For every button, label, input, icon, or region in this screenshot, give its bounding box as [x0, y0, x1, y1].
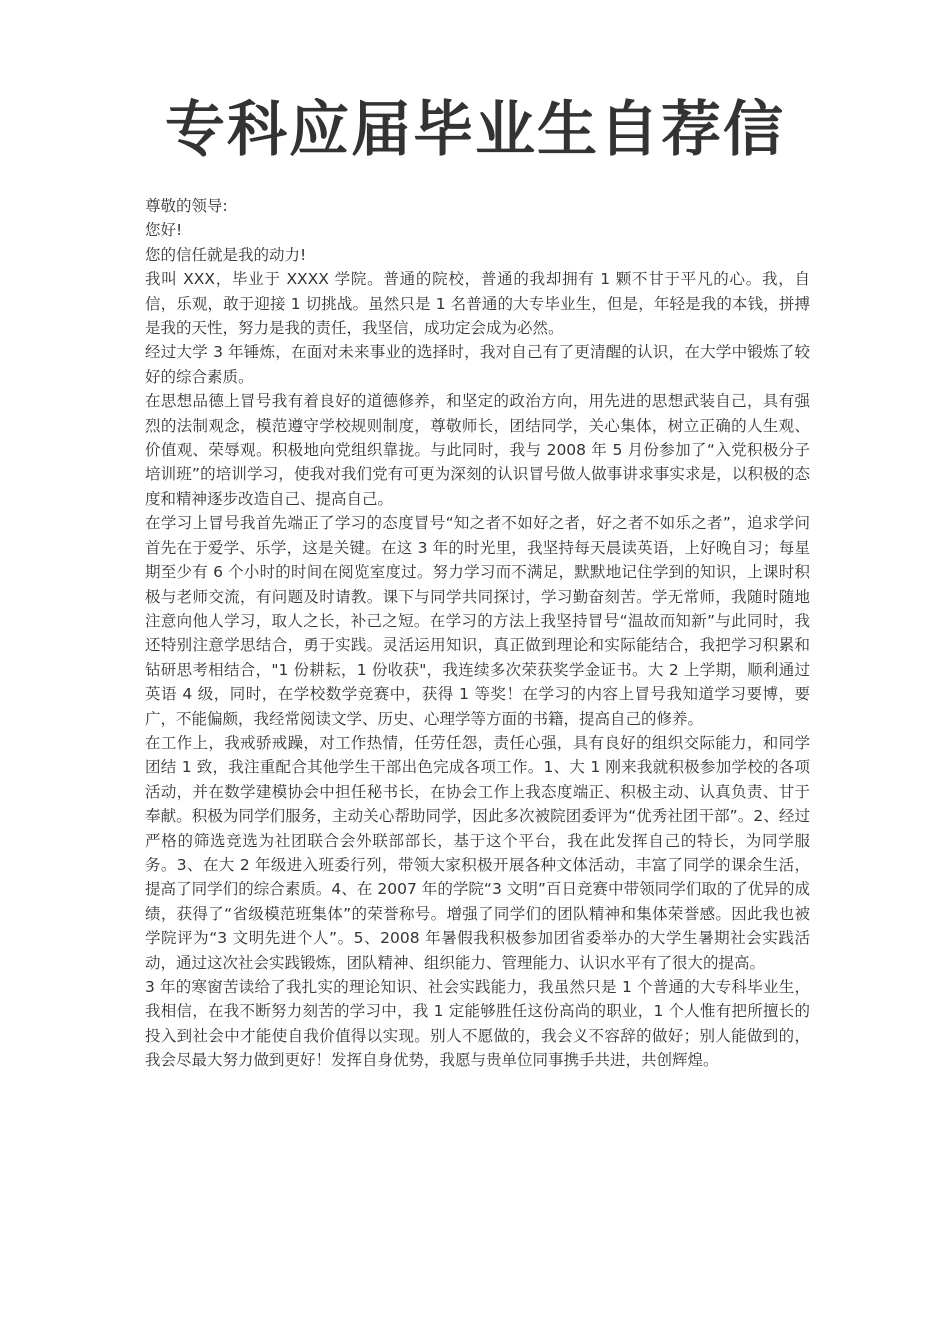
paragraph-introduction: 我叫 XXX，毕业于 XXXX 学院。普通的院校，普通的我却拥有 1 颗不甘于平凡的心。我，自信，乐观，敢于迎接 1 切挑战。虽然只是 1 名普通的大专毕业生，但是，年轻是我的本钱，拼搏是我的天性，努力是我的责任，我坚信，成功定会成为必然。	[145, 270, 810, 338]
paragraph-study: 在学习上冒号我首先端正了学习的态度冒号“知之者不如好之者，好之者不如乐之者”，追求学问首先在于爱学、乐学，这是关键。在这 3 年的时光里，我坚持每天晨读英语，上好晚自习；每星期至少有 6 个小时的时间在阅览室度过。努力学习而不满足，默默地记住学到的知识，上课时积极与老师交流，有问题及时请教。课下与同学共同探讨，学习勤奋刻苦。学无常师，我随时随地注意向他人学习，取人之长，补己之短。在学习的方法上我坚持冒号“温故而知新”与此同时，我还特别注意学思结合，勇于实践。灵活运用知识，真正做到理论和实际能结合，我把学习积累和钻研思考相结合，"1 份耕耘，1 份收获"，我连续多次荣获奖学金证书。大 2 上学期，顺利通过英语 4 级，同时，在学校数学竞赛中，获得 1 等奖！在学习的内容上冒号我知道学习要博，要广，不能偏颇，我经常阅读文学、历史、心理学等方面的书籍，提高自己的修养。	[145, 514, 810, 728]
salutation: 尊敬的领导:	[145, 197, 228, 215]
paragraph-work: 在工作上，我戒骄戒躁，对工作热情，任劳任怨，责任心强，具有良好的组织交际能力，和同学团结 1 致，我注重配合其他学生干部出色完成各项工作。1、大 1 刚来我就积极参加学校的各项活动，并在数学建模协会中担任秘书长，在协会工作上我态度端正、积极主动、认真负责、甘于奉献。积极为同学们服务，主动关心帮助同学，因此多次被院团委评为“优秀社团干部”。2、经过严格的筛选竞选为社团联合会外联部部长，基于这个平台，我在此发挥自己的特长，为同学服务。3、在大 2 年级进入班委行列，带领大家积极开展各种文体活动，丰富了同学的课余生活，提高了同学们的综合素质。4、在 2007 年的学院“3 文明”百日竞赛中带领同学们取的了优异的成绩，获得了“省级模范班集体”的荣誉称号。增强了同学们的团队精神和集体荣誉感。因此我也被学院评为“3 文明先进个人”。5、2008 年暑假我积极参加团省委举办的大学生暑期社会实践活动，通过这次社会实践锻炼，团队精神、组织能力、管理能力、认识水平有了很大的提高。	[145, 733, 810, 972]
document-title: 专科应届毕业生自荐信	[165, 95, 785, 165]
paragraph-conclusion: 3 年的寒窗苦读给了我扎实的理论知识、社会实践能力，我虽然只是 1 个普通的大专科毕业生，我相信，在我不断努力刻苦的学习中，我 1 定能够胜任这份高尚的职业，1 个人惟有把所擅长的投入到社会中才能使自我价值得以实现。别人不愿做的，我会义不容辞的做好；别人能做到的，我会尽最大努力做到更好！发挥自身优势，我愿与贵单位同事携手共进，共创辉煌。	[145, 978, 810, 1070]
paragraph-moral-character: 在思想品德上冒号我有着良好的道德修养，和坚定的政治方向，用先进的思想武装自己，具有强烈的法制观念，模范遵守学校规则制度，尊敬师长，团结同学，关心集体，树立正确的人生观、价值观、荣辱观。积极地向党组织靠拢。与此同时，我与 2008 年 5 月份参加了“入党积极分子培训班”的培训学习，使我对我们党有可更为深刻的认识冒号做人做事讲求事实求是，以积极的态度和精神逐步改造自己、提高自己。	[145, 392, 810, 508]
greeting: 您好!	[145, 221, 183, 240]
motto-line: 您的信任就是我的动力!	[145, 245, 307, 264]
letter-body	[145, 194, 810, 1073]
paragraph-overview: 经过大学 3 年锤炼，在面对未来事业的选择时，我对自己有了更清醒的认识，在大学中锻炼了较好的综合素质。	[145, 343, 810, 386]
